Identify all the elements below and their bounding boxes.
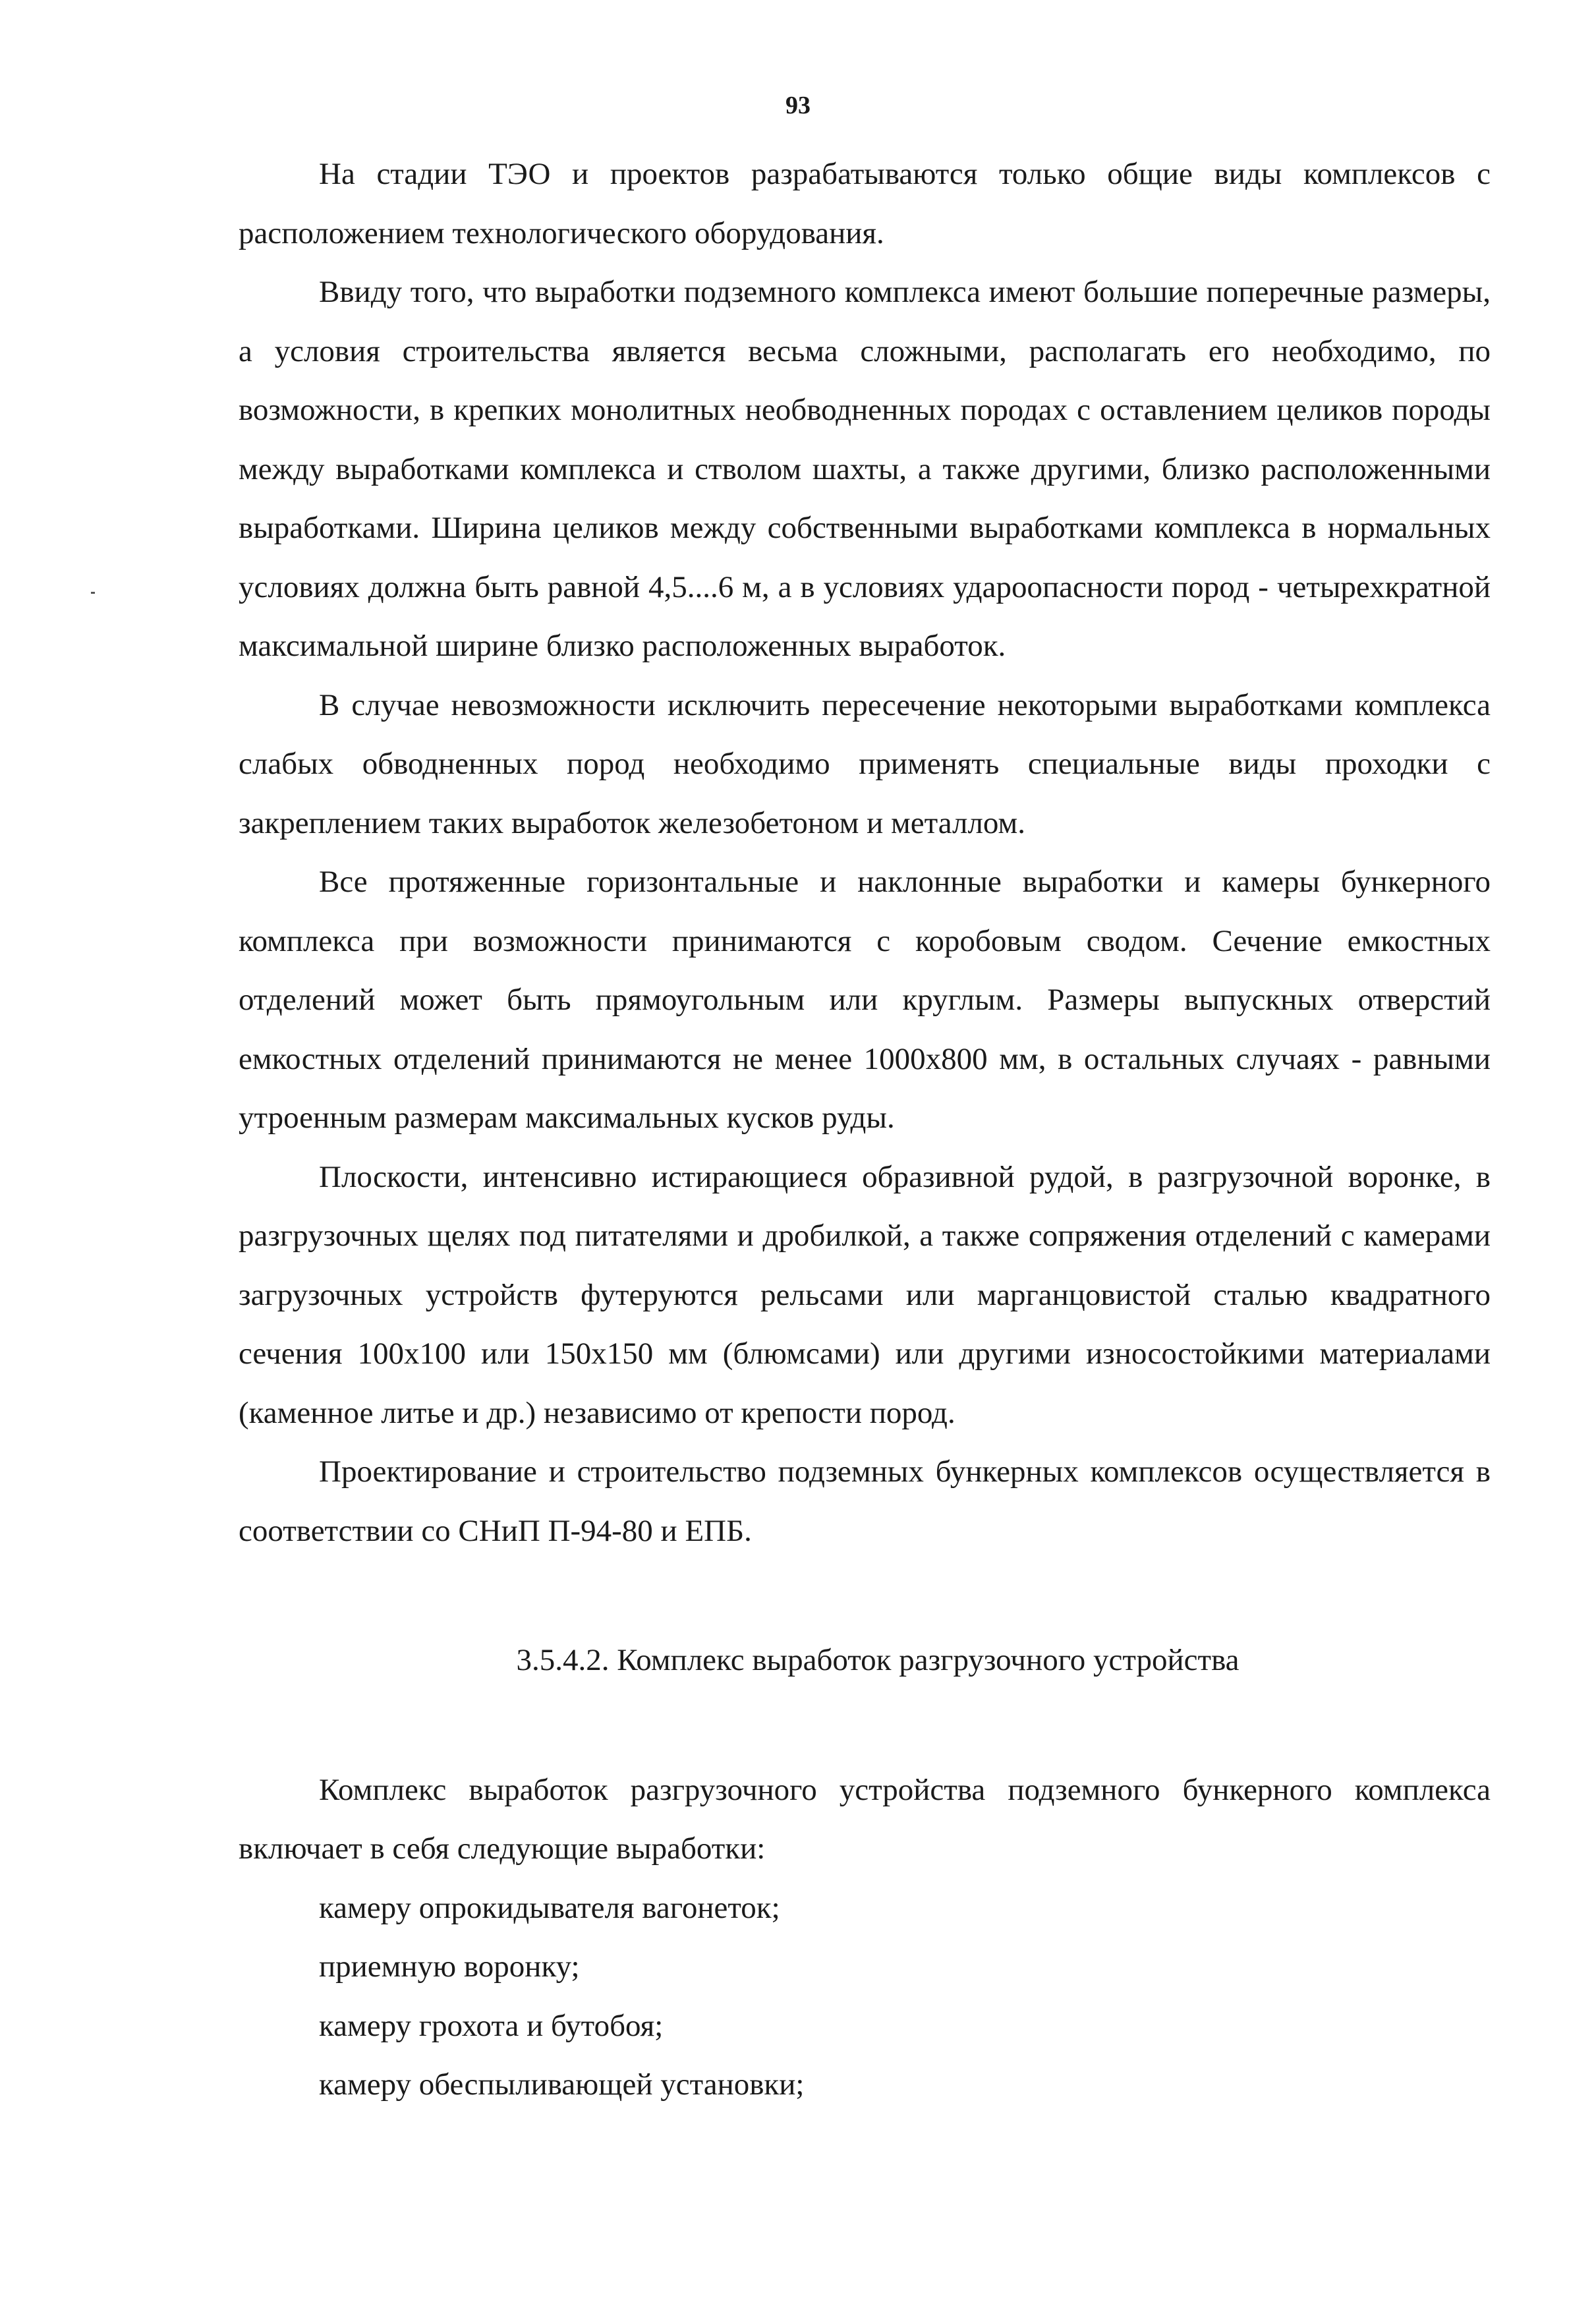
list-item: приемную воронку; (319, 1949, 580, 1984)
list-item: камеру грохота и бутобоя; (319, 2008, 664, 2043)
paragraph-3: В случае невозможности исключить пересечение некоторыми выработками комплекса слабых обводненных пород необходимо применять специальные виды проходки с закреплением таких выработок железобетоном и металлом. (239, 687, 1491, 840)
document-body (239, 145, 1491, 2115)
page-number: 93 (785, 92, 811, 119)
paragraph-1: На стадии ТЭО и проектов разрабатываются только общие виды комплексов с расположением технологического оборудования. (239, 157, 1491, 250)
paragraph-6: Проектирование и строительство подземных бункерных комплексов осуществляется в соответствии со СНиП П-94-80 и ЕПБ. (239, 1454, 1491, 1548)
workings-list (239, 1879, 1491, 2115)
margin-mark (91, 592, 95, 594)
paragraph-2: Ввиду того, что выработки подземного комплекса имеют большие поперечные размеры, а условия строительства является весьма сложными, располагать его необходимо, по возможности, в крепких монолитных необводненных породах с оставлением целиков породы между выработками комплекса и стволом шахты, а также другими, близко расположенными выработками. Ширина целиков между собственными выработками комплекса в нормальных условиях должна быть равной 4,5....6 м, а в условиях удароопасности пород - четырехкратной максимальной ширине близко расположенных выработок. (239, 275, 1491, 663)
section-intro: Комплекс выработок разгрузочного устройства подземного бункерного комплекса включает в себя следующие выработки: (239, 1772, 1491, 1866)
paragraph-5: Плоскости, интенсивно истирающиеся образивной рудой, в разгрузочной воронке, в разгрузочных щелях под питателями и дробилкой, а также сопряжения отделений с камерами загрузочных устройств футеруются рельсами или марганцовистой сталью квадратного сечения 100x100 или 150x150 мм (блюмсами) или другими износостойкими материалами (каменное литье и др.) независимо от крепости пород. (239, 1159, 1491, 1430)
section-heading: 3.5.4.2. Комплекс выработок разгрузочного устройства (516, 1643, 1240, 1677)
list-item: камеру опрокидывателя вагонеток; (319, 1890, 780, 1925)
list-item: камеру обеспыливающей установки; (319, 2067, 805, 2102)
paragraph-4: Все протяженные горизонтальные и наклонные выработки и камеры бункерного комплекса при возможности принимаются с коробовым сводом. Сечение емкостных отделений может быть прямоугольным или круглым. Размеры выпускных отверстий емкостных отделений принимаются не менее 1000x800 мм, в остальных случаях - равными утроенным размерам максимальных кусков руды. (239, 865, 1491, 1135)
